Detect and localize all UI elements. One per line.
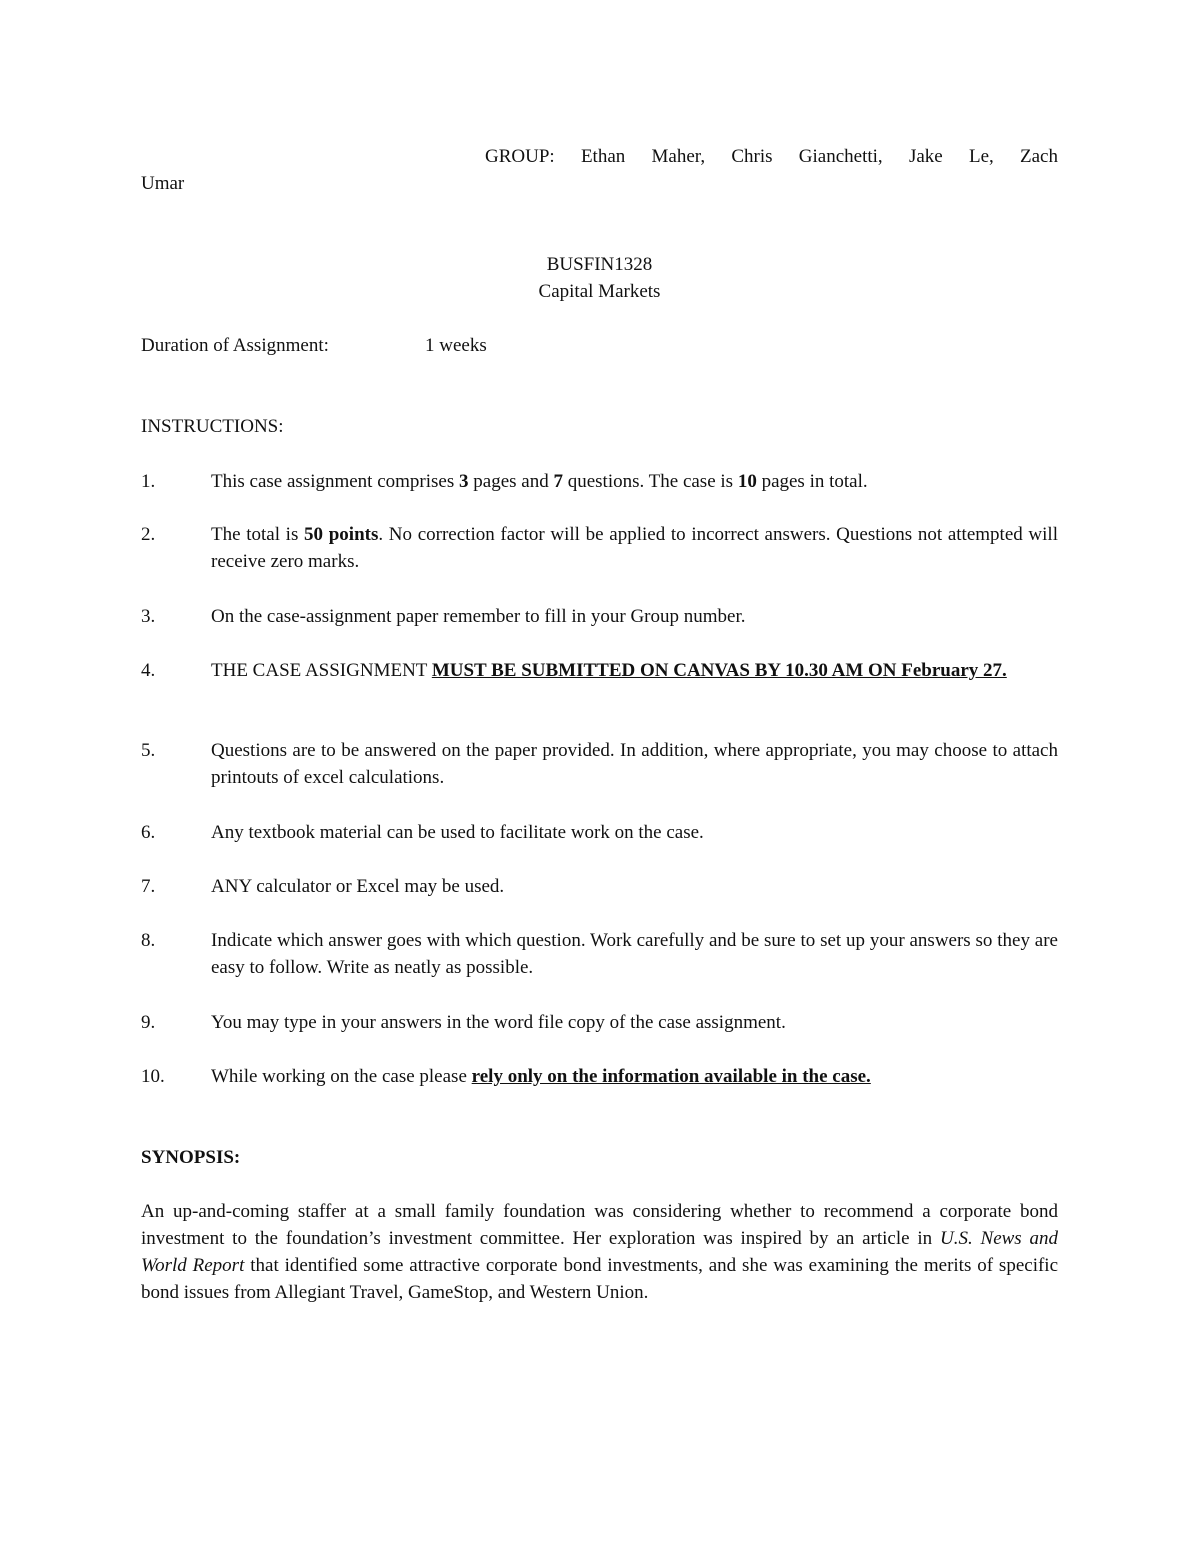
instruction-text: Any textbook material can be used to facilitate work on the case. bbox=[211, 822, 704, 843]
instruction-item bbox=[141, 1009, 1058, 1036]
instruction-text: THE CASE ASSIGNMENT MUST BE SUBMITTED ON CANVAS BY 10.30 AM ON February 27. bbox=[211, 660, 1007, 681]
submission-deadline: MUST BE SUBMITTED ON CANVAS BY 10.30 AM ON February 27. bbox=[431, 660, 1007, 681]
instruction-item bbox=[141, 737, 1058, 791]
instruction-item bbox=[141, 1063, 1058, 1090]
instruction-text: The total is 50 points. No correction factor will be applied to incorrect answers. Questions not attempted will receive zero marks. bbox=[211, 524, 1058, 572]
duration-label: Duration of Assignment: bbox=[141, 335, 329, 356]
instruction-item bbox=[141, 657, 1058, 684]
instruction-number: 8. bbox=[141, 930, 156, 951]
instruction-item bbox=[141, 873, 1058, 900]
group-members-line-2: Umar bbox=[141, 173, 185, 194]
instruction-item bbox=[141, 927, 1058, 981]
group-members-line-1: GROUP: Ethan Maher, Chris Gianchetti, Jake Le, Zach bbox=[485, 146, 1058, 167]
instruction-number: 7. bbox=[141, 876, 156, 897]
group-members bbox=[141, 143, 1058, 197]
instruction-item bbox=[141, 468, 1058, 495]
synopsis-heading: SYNOPSIS: bbox=[141, 1147, 241, 1168]
instructions-heading: INSTRUCTIONS: bbox=[141, 416, 284, 437]
instruction-text: ANY calculator or Excel may be used. bbox=[211, 876, 505, 897]
course-code: BUSFIN1328 bbox=[546, 254, 653, 275]
instruction-number: 9. bbox=[141, 1012, 156, 1033]
assignment-duration bbox=[141, 332, 1058, 359]
instruction-number: 3. bbox=[141, 606, 156, 627]
publication-title: U.S. News and World Report bbox=[141, 1228, 1058, 1276]
course-info bbox=[141, 251, 1058, 305]
instruction-text: While working on the case please rely only on the information available in the case. bbox=[211, 1066, 871, 1087]
instruction-number: 1. bbox=[141, 471, 156, 492]
instruction-text: This case assignment comprises 3 pages and 7 questions. The case is 10 pages in total. bbox=[211, 471, 868, 492]
course-name: Capital Markets bbox=[538, 281, 661, 302]
instruction-item bbox=[141, 603, 1058, 630]
instruction-text: Questions are to be answered on the paper provided. In addition, where appropriate, you may choose to attach printouts of excel calculations. bbox=[211, 740, 1058, 788]
duration-value: 1 weeks bbox=[425, 335, 487, 356]
instruction-number: 2. bbox=[141, 524, 156, 545]
instruction-text: Indicate which answer goes with which question. Work carefully and be sure to set up your answers so they are easy to follow. Write as neatly as possible. bbox=[211, 930, 1058, 978]
instruction-text: On the case-assignment paper remember to fill in your Group number. bbox=[211, 606, 746, 627]
instruction-item bbox=[141, 819, 1058, 846]
instruction-number: 10. bbox=[141, 1066, 165, 1087]
case-info-emphasis: rely only on the information available in the case. bbox=[471, 1066, 871, 1087]
synopsis-paragraph: An up-and-coming staffer at a small family foundation was considering whether to recommend a corporate bond investment to the foundation’s investment committee. Her exploration was inspired by an article in U.S. News and World Report that identified some attractive corporate bond investments, and she was examining the merits of specific bond issues from Allegiant Travel, GameStop, and Western Union. bbox=[141, 1201, 1059, 1303]
instruction-number: 6. bbox=[141, 822, 156, 843]
instruction-item bbox=[141, 521, 1058, 575]
instruction-number: 4. bbox=[141, 660, 156, 681]
instruction-text: You may type in your answers in the word file copy of the case assignment. bbox=[211, 1012, 786, 1033]
instruction-number: 5. bbox=[141, 740, 156, 761]
